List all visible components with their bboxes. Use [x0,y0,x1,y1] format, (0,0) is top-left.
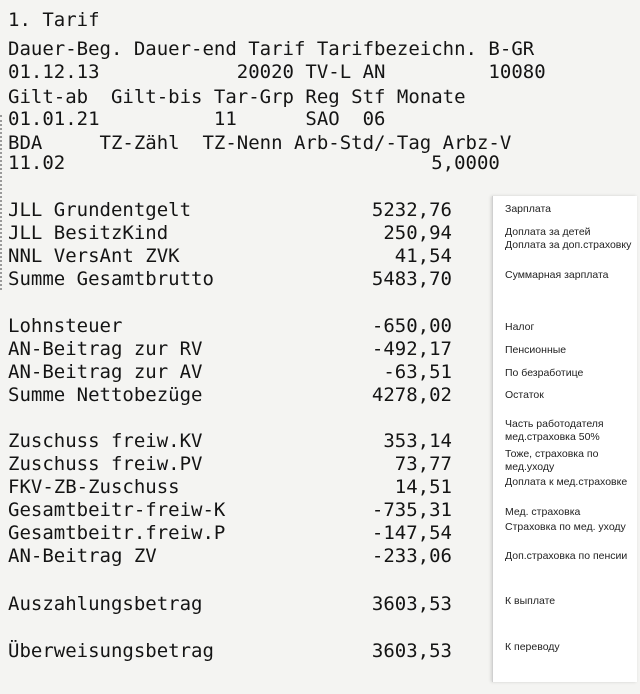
translation-note: К переводу [505,641,560,653]
transfer-label: Überweisungsbetrag [8,640,214,662]
line-label: Summe Nettobezüge [8,384,203,406]
line-value: 73,77 [394,453,452,475]
translation-note: Мед. страховка [505,506,581,518]
translation-note: Тоже, страховка по мед.уходу [505,448,599,473]
line-value: 353,14 [383,430,452,452]
translation-note: Доплата за детей [505,226,591,238]
line-label: JLL BesitzKind [8,222,169,244]
line-label: Gesamtbeitr-freiw-K [8,499,226,521]
line-label: JLL Grundentgelt [8,199,192,221]
tariff-values-row-3: 11.02 5,0000 [8,152,500,174]
line-value: -63,51 [383,361,452,383]
line-label: Zuschuss freiw.KV [8,430,203,452]
translation-note: Доплата за доп.страховку [505,239,632,251]
translation-panel [492,196,637,682]
line-label: NNL VersAnt ZVK [8,245,180,267]
line-label: AN-Beitrag zur RV [8,338,203,360]
payout-value: 3603,53 [371,593,452,615]
line-label: AN-Beitrag zur AV [8,361,203,383]
translation-note: Доплата к мед.страховке [505,476,628,488]
line-label: AN-Beitrag ZV [8,545,157,567]
translation-note: Остаток [505,389,544,401]
line-value: -650,00 [371,315,452,337]
translation-note: К выплате [505,595,556,607]
line-value: -233,06 [371,545,452,567]
line-value: -492,17 [371,338,452,360]
scan-margin-marks [0,115,8,290]
line-value: 41,54 [394,245,452,267]
line-label: Gesamtbeitr.freiw.P [8,522,226,544]
tariff-header-row-2: Gilt-ab Gilt-bis Tar-Grp Reg Stf Monate [8,86,466,108]
translation-note: Страховка по мед. уходу [505,521,626,533]
line-value: 250,94 [383,222,452,244]
line-value: 5232,76 [371,199,452,221]
payout-label: Auszahlungsbetrag [8,593,203,615]
line-value: -147,54 [371,522,452,544]
transfer-value: 3603,53 [371,640,452,662]
tariff-header-row-1: Dauer-Beg. Dauer-end Tarif Tarifbezeichn. B-GR [8,38,535,60]
line-value: 4278,02 [371,384,452,406]
translation-note: Суммарная зарплата [505,269,609,281]
line-value: 5483,70 [371,268,452,290]
translation-note: Зарплата [505,203,551,215]
line-label: Zuschuss freiw.PV [8,453,203,475]
translation-note: Пенсионные [505,344,567,356]
tariff-values-row-1: 01.12.13 20020 TV-L AN 10080 [8,61,546,83]
tariff-header-row-3: BDA TZ-Zähl TZ-Nenn Arb-Std/-Tag Arbz-V [8,132,512,154]
tariff-values-row-2: 01.01.21 11 SAO 06 [8,108,386,130]
translation-note: По безработице [505,367,584,379]
line-value: 14,51 [394,476,452,498]
line-value: -735,31 [371,499,452,521]
line-label: Summe Gesamtbrutto [8,268,214,290]
line-label: Lohnsteuer [8,315,123,337]
translation-note: Налог [505,321,535,333]
translation-note: Часть работодателя мед.страховка 50% [505,418,604,443]
tariff-title: 1. Tarif [8,9,100,31]
line-label: FKV-ZB-Zuschuss [8,476,180,498]
translation-note: Доп.страховка по пенсии [505,550,628,562]
